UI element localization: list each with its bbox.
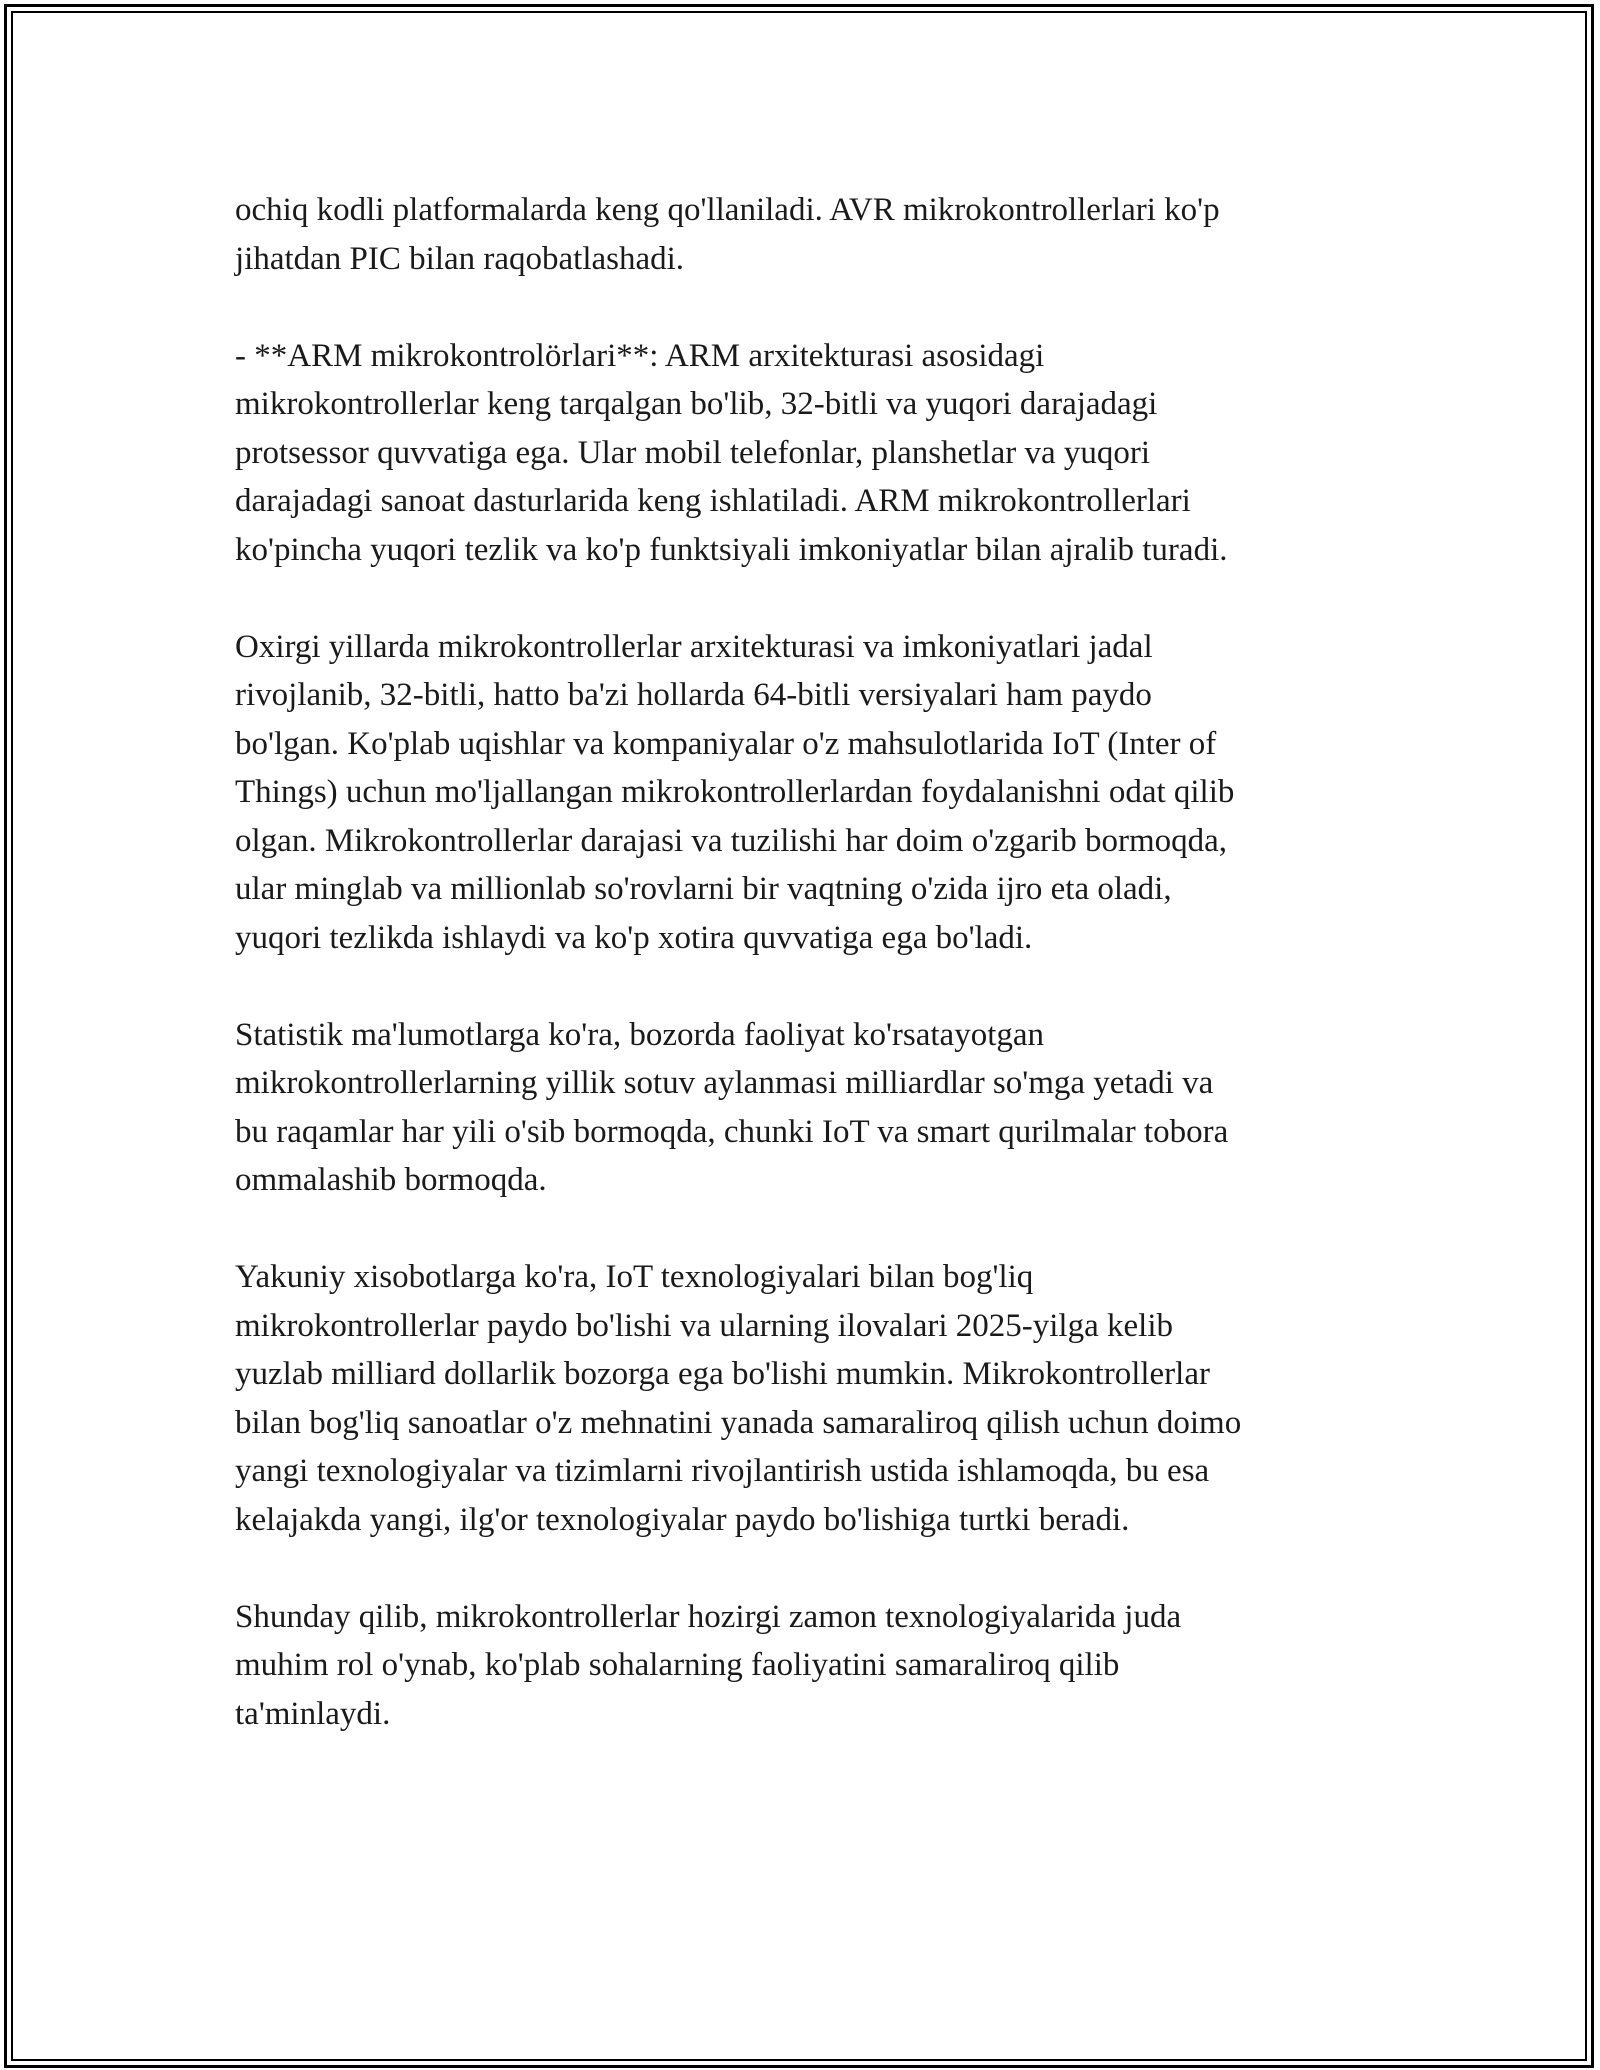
text-line: jihatdan PIC bilan raqobatlashadi.	[235, 240, 685, 277]
text-line: Things) uchun mo'ljallangan mikrokontrollerlardan foydalanishni odat qilib	[235, 774, 1235, 810]
text-line: darajadagi sanoat dasturlarida keng ishlatiladi. ARM mikrokontrollerlari	[235, 483, 1191, 519]
paragraph-conclusion	[235, 1593, 1365, 1739]
text-line: Shunday qilib, mikrokontrollerlar hozirgi zamon texnologiyalarida juda	[235, 1598, 1182, 1635]
text-line: yuzlab milliard dollarlik bozorga ega bo'lishi mumkin. Mikrokontrollerlar	[235, 1356, 1210, 1392]
text-line: Oxirgi yillarda mikrokontrollerlar arxitekturasi va imkoniyatlari jadal	[235, 628, 1153, 665]
text-line: olgan. Mikrokontrollerlar darajasi va tuzilishi har doim o'zgarib bormoqda,	[235, 822, 1228, 859]
document-body	[235, 186, 1365, 1787]
text-line: ular minglab va millionlab so'rovlarni bir vaqtning o'zida ijro eta oladi,	[235, 871, 1172, 907]
text-line: - **ARM mikrokontrolörlari**: ARM arxitekturasi asosidagi	[235, 337, 1045, 374]
text-line: mikrokontrollerlarning yillik sotuv aylanmasi milliardlar so'mga yetadi va	[235, 1065, 1214, 1101]
paragraph-arm-microcontrollers	[235, 332, 1365, 575]
text-line: ko'pincha yuqori tezlik va ko'p funktsiyali imkoniyatlar bilan ajralib turadi.	[235, 531, 1228, 568]
text-line: kelajakda yangi, ilg'or texnologiyalar paydo bo'lishiga turtki beradi.	[235, 1501, 1130, 1538]
text-line: protsessor quvvatiga ega. Ular mobil telefonlar, planshetlar va yuqori	[235, 434, 1151, 471]
paragraph-avr-continued	[235, 186, 1365, 283]
text-line: yangi texnologiyalar va tizimlarni rivojlantirish ustida ishlamoqda, bu esa	[235, 1453, 1210, 1489]
text-line: bo'lgan. Ko'plab uqishlar va kompaniyalar o'z mahsulotlarida IoT (Inter of	[235, 725, 1217, 762]
text-line: yuqori tezlikda ishlaydi va ko'p xotira quvvatiga ega bo'ladi.	[235, 919, 1033, 956]
text-line: bilan bog'liq sanoatlar o'z mehnatini yanada samaraliroq qilish uchun doimo	[235, 1404, 1242, 1441]
text-line: Yakuniy xisobotlarga ko'ra, IoT texnologiyalari bilan bog'liq	[235, 1259, 1034, 1295]
text-line: bu raqamlar har yili o'sib bormoqda, chunki IoT va smart qurilmalar tobora	[235, 1113, 1229, 1150]
text-line: mikrokontrollerlar keng tarqalgan bo'lib, 32-bitli va yuqori darajadagi	[235, 386, 1158, 422]
text-line: muhim rol o'ynab, ko'plab sohalarning faoliyatini samaraliroq qilib	[235, 1647, 1120, 1683]
paragraph-statistics	[235, 1011, 1365, 1205]
text-line: rivojlanib, 32-bitli, hatto ba'zi hollarda 64-bitli versiyalari ham paydo	[235, 677, 1152, 713]
paragraph-recent-developments	[235, 623, 1365, 963]
text-line: ta'minlaydi.	[235, 1695, 391, 1732]
text-line: ommalashib bormoqda.	[235, 1162, 547, 1198]
text-line: ochiq kodli platformalarda keng qo'llaniladi. AVR mikrokontrollerlari ko'p	[235, 192, 1220, 228]
text-line: Statistik ma'lumotlarga ko'ra, bozorda faoliyat ko'rsatayotgan	[235, 1016, 1045, 1053]
paragraph-final-reports	[235, 1253, 1365, 1544]
text-line: mikrokontrollerlar paydo bo'lishi va ularning ilovalari 2025-yilga kelib	[235, 1307, 1173, 1344]
